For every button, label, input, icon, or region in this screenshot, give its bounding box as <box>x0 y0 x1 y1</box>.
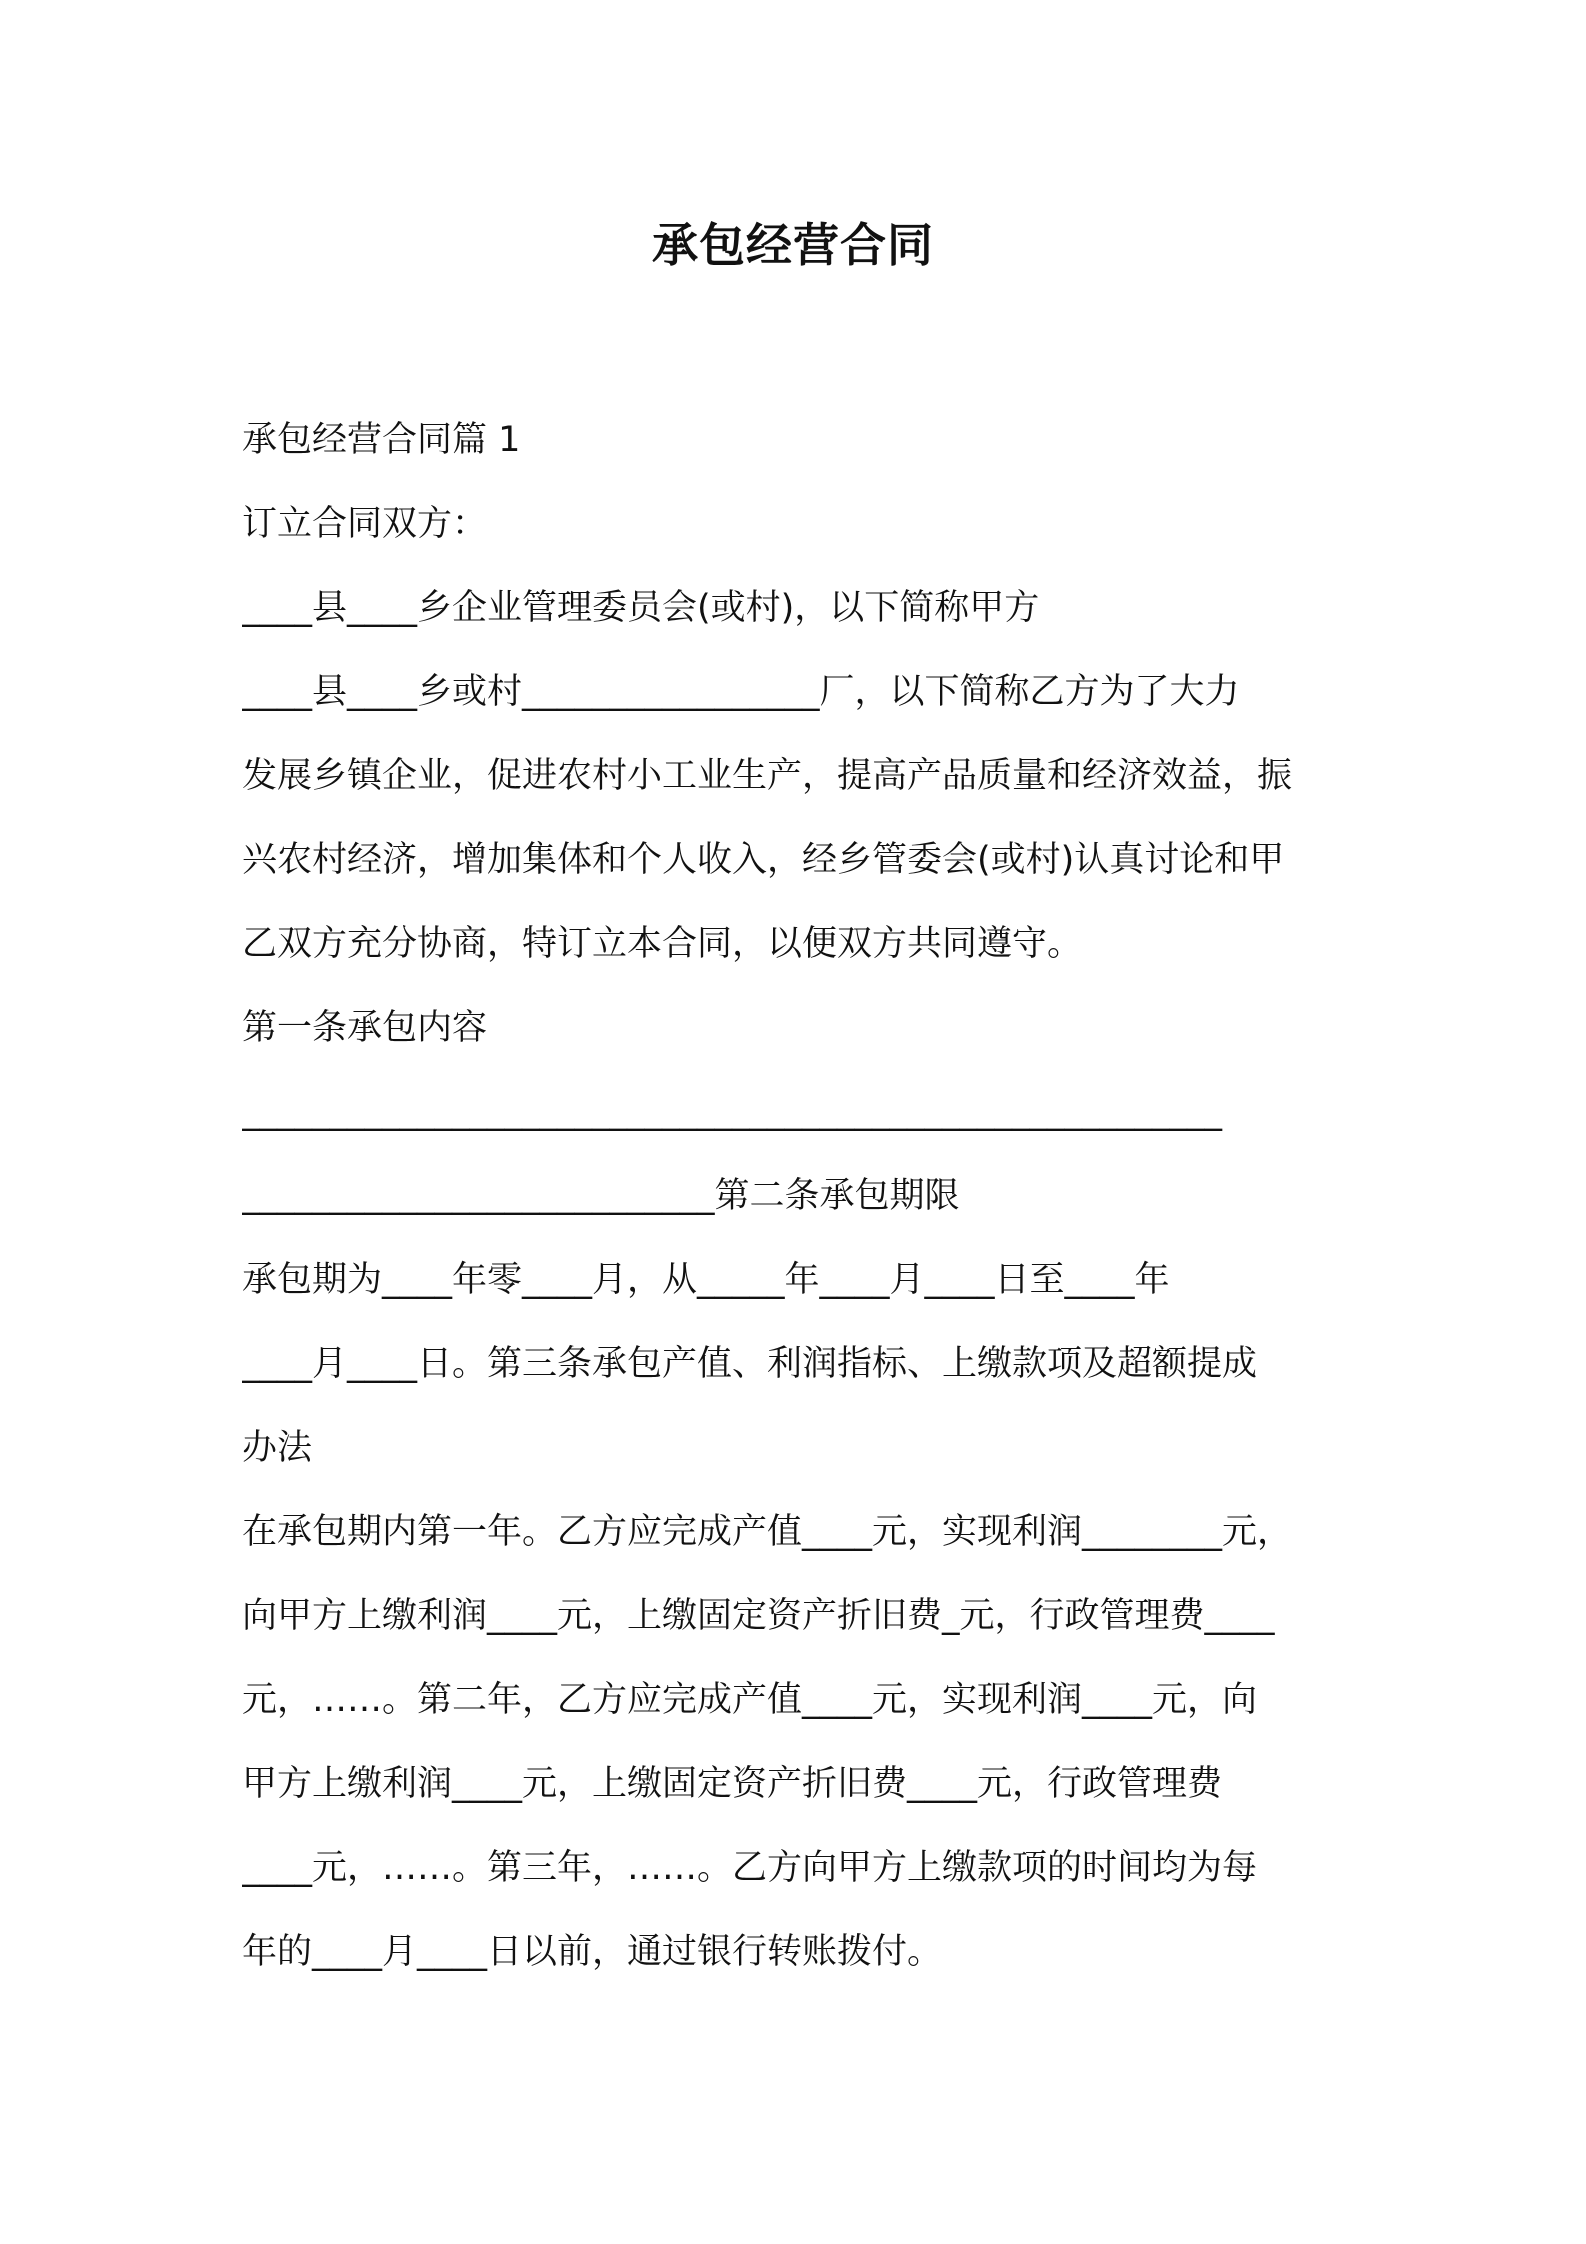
text-line: 元，……。第二年，乙方应完成产值____元，实现利润____元，向 <box>242 1680 1258 1720</box>
text-line: 办法 <box>242 1428 313 1468</box>
text-line: ____县____乡或村_________________厂，以下简称乙方为了大力 <box>242 672 1240 712</box>
text-line: 兴农村经济，增加集体和个人收入，经乡管委会(或村)认真讨论和甲 <box>242 840 1285 880</box>
text-line: 乙双方充分协商，特订立本合同，以便双方共同遵守。 <box>242 924 1083 964</box>
article-heading: 第一条承包内容 <box>242 1008 488 1048</box>
text-line: ____县____乡企业管理委员会(或村)，以下简称甲方 <box>242 588 1040 628</box>
section-heading: 承包经营合同篇 1 <box>242 420 521 460</box>
text-line: 向甲方上缴利润____元，上缴固定资产折旧费_元，行政管理费____ <box>242 1596 1275 1636</box>
text-line: 发展乡镇企业，促进农村小工业生产，提高产品质量和经济效益，振 <box>242 756 1293 796</box>
text-line: ________________________________________________________ <box>242 1092 1222 1132</box>
text-line: ___________________________第二条承包期限 <box>242 1176 960 1216</box>
document-title: 承包经营合同 <box>652 218 934 272</box>
text-line: 承包期为____年零____月，从_____年____月____日至____年 <box>242 1260 1170 1300</box>
text-line: 年的____月____日以前，通过银行转账拨付。 <box>242 1932 943 1972</box>
text-line: 甲方上缴利润____元，上缴固定资产折旧费____元，行政管理费 <box>242 1764 1223 1804</box>
text-line: ____月____日。第三条承包产值、利润指标、上缴款项及超额提成 <box>242 1344 1258 1384</box>
text-line: 订立合同双方： <box>242 504 488 544</box>
text-line: 在承包期内第一年。乙方应完成产值____元，实现利润________元， <box>242 1512 1293 1552</box>
text-line: ____元，……。第三年，……。乙方向甲方上缴款项的时间均为每 <box>242 1848 1258 1888</box>
